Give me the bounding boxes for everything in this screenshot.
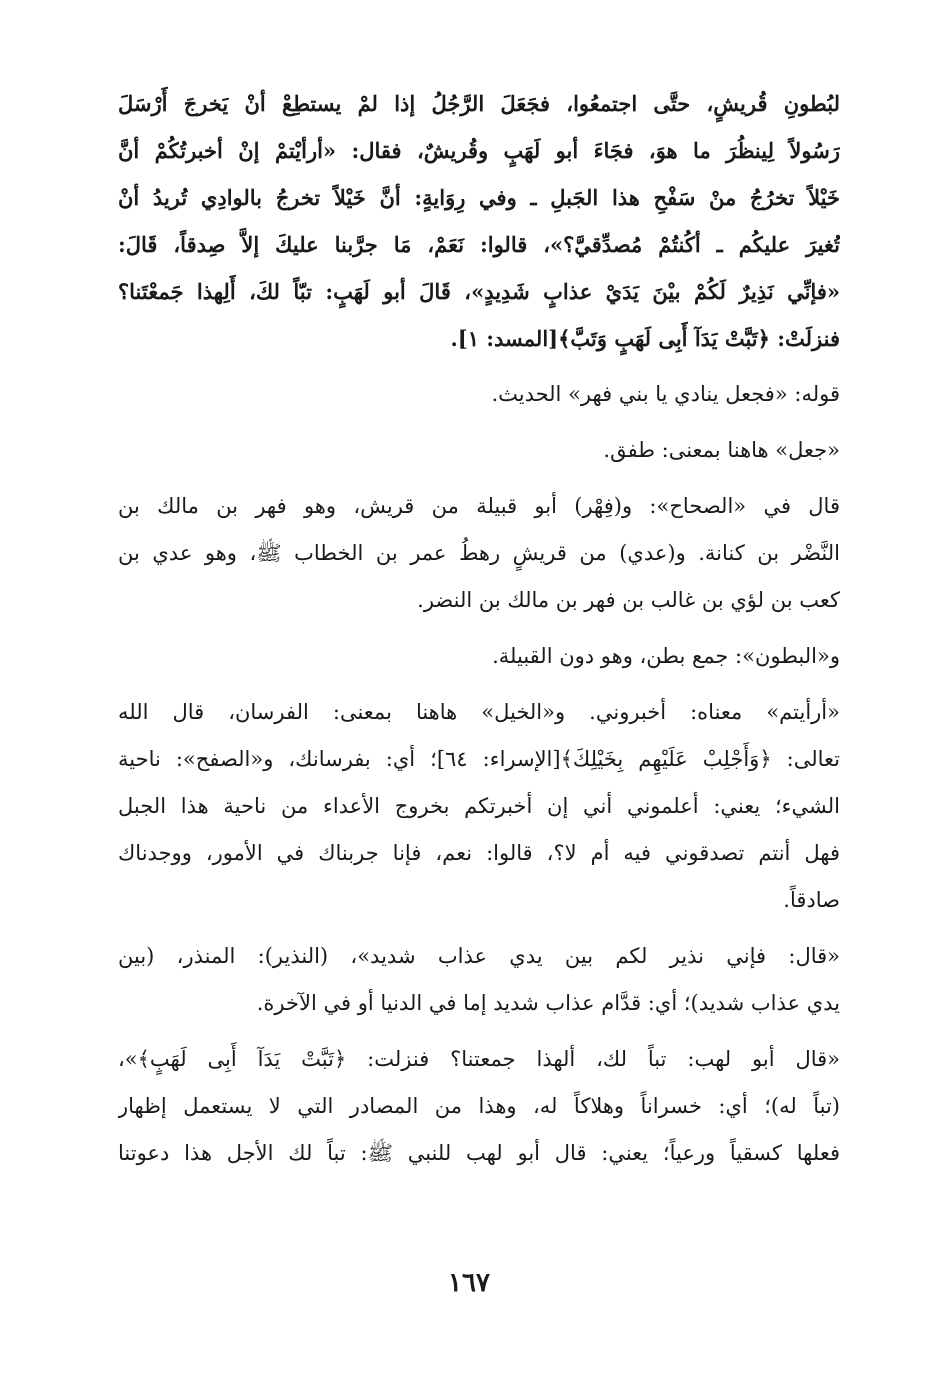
text-line: رَسُولاً لِينظُرَ ما هوَ، فجَاءَ أبو لَهَبٍ وقُريشٌ، فقال: «أرأيْتمْ إنْ أخبرتُكُمْ أنَّ: [118, 138, 840, 163]
commentary-paragraph: [118, 371, 840, 418]
page-body: [118, 80, 840, 1186]
page-number: ١٦٧: [448, 1268, 490, 1298]
text-line: و«البطون»: جمع بطن، وهو دون القبيلة.: [492, 644, 840, 668]
text-line: كعب بن لؤي بن غالب بن فهر بن مالك بن النضر.: [417, 588, 840, 612]
text-line: النَّضْر بن كنانة. و(عدي) من قريشٍ رهطُ عمر بن الخطاب ﷺ، وهو عدي بن: [118, 541, 840, 565]
text-line: (تباً له)؛ أي: خسراناً وهلاكاً له، وهذا من المصادر التي لا يستعمل إظهار: [118, 1094, 840, 1118]
text-line: فهل أنتم تصدقوني فيه أم لا؟، قالوا: نعم، فإنا جربناك في الأمور، ووجدناك: [118, 841, 840, 865]
hadith-paragraph: [118, 80, 840, 362]
text-line: يدي عذاب شديد)؛ أي: قدَّام عذاب شديد إما في الدنيا أو في الآخرة.: [256, 991, 840, 1015]
commentary-paragraph: [118, 483, 840, 624]
text-line: الشيء؛ يعني: أعلموني أني إن أخبرتكم بخروج الأعداء من ناحية هذا الجبل: [118, 794, 840, 818]
text-line: لبُطونِ قُريشٍ، حتَّى اجتمعُوا، فجَعَلَ الرَّجُلُ إذا لمْ يستطِعْ أنْ يَخرجَ أَرْسَلَ: [118, 91, 840, 116]
text-line: خَيْلاً تخرُجُ منْ سَفْحِ هذا الجَبلِ ـ وفي رِوَايةٍ: أنَّ خَيْلاً تخرجُ بالوادِي تُريدُ أنْ: [118, 185, 840, 210]
text-line: فعلها كسقياً ورعياً؛ يعني: قال أبو لهب للنبي ﷺ: تباً لك الأجل هذا دعوتنا: [118, 1141, 840, 1165]
text-line: «فإنِّي نَذِيرٌ لَكُمْ بيْنَ يَدَيْ عذابٍ شَدِيدٍ»، قَالَ أبو لَهَبٍ: تبّاً لكَ، أَلِهذا جَمعْتَنا؟: [118, 279, 840, 304]
text-line: فنزلَتْ: ﴿تَبَّتْ يَدَآ أَبِى لَهَبٍ وَتَبَّ﴾[المسد: ١].: [450, 326, 840, 351]
commentary-paragraph: [118, 633, 840, 680]
text-line: صادقاً.: [783, 888, 840, 912]
text-line: «أرأيتم» معناه: أخبروني. و«الخيل» هاهنا بمعنى: الفرسان، قال الله: [118, 700, 840, 724]
commentary-paragraph: [118, 1036, 840, 1177]
commentary-paragraph: [118, 933, 840, 1027]
text-line: قال في «الصحاح»: و(فِهْر) أبو قبيلة من قريش، وهو فهر بن مالك بن: [118, 494, 840, 518]
text-line: «قال أبو لهب: تباً لك، ألهذا جمعتنا؟ فنزلت: ﴿تَبَّتْ يَدَآ أَبِى لَهَبٍ﴾»،: [118, 1047, 840, 1071]
commentary-paragraph: [118, 689, 840, 924]
text-line: تُغيرَ عليكُم ـ أكُنتُمْ مُصدِّقيَّ؟»، قالوا: نَعَمْ، مَا جرَّبنا عليكَ إلاَّ صِدقاً، قَالَ:: [118, 232, 840, 257]
text-line: «جعل» هاهنا بمعنى: طفق.: [603, 438, 840, 462]
text-line: تعالى: ﴿وَأَجْلِبْ عَلَيْهِم بِخَيْلِكَ﴾[الإسراء: ٦٤]؛ أي: بفرسانك، و«الصفح»: ناحية: [118, 747, 840, 771]
text-line: «قال: فإني نذير لكم بين يدي عذاب شديد»، (النذير): المنذر، (بين: [118, 944, 840, 968]
commentary-paragraph: [118, 427, 840, 474]
text-line: قوله: «فجعل ينادي يا بني فهر» الحديث.: [491, 382, 840, 406]
